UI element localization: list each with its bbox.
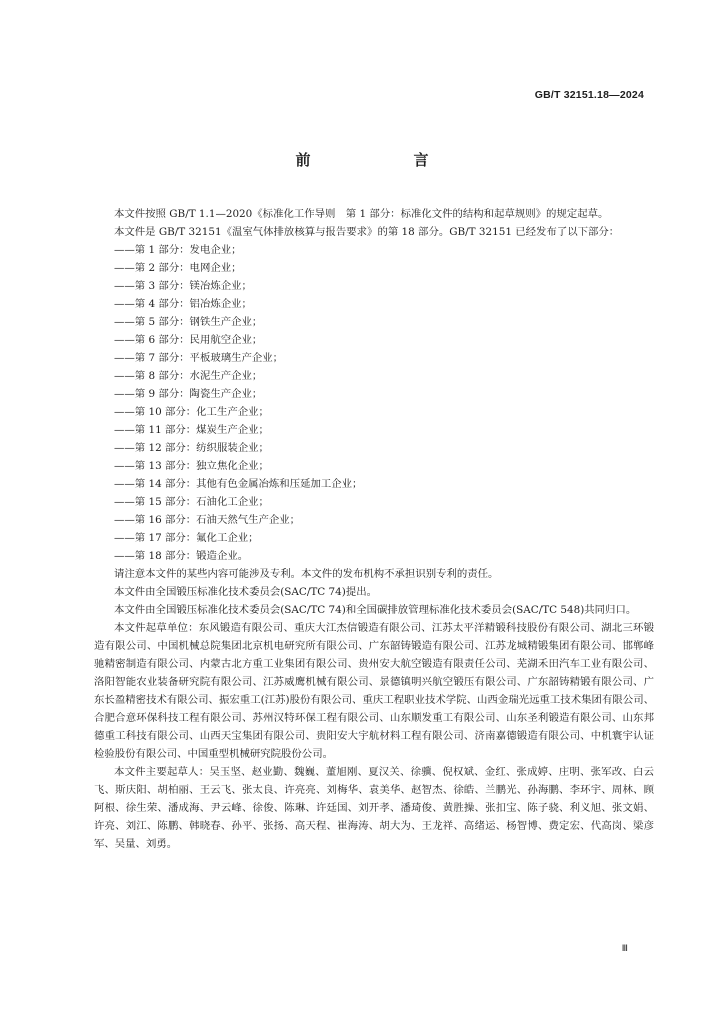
list-item: ——第 6 部分：民用航空企业； bbox=[114, 334, 263, 346]
list-item: ——第 11 部分：煤炭生产企业； bbox=[114, 424, 269, 436]
list-item: ——第 5 部分：钢铁生产企业； bbox=[114, 316, 263, 328]
patent-notice: 请注意本文件的某些内容可能涉及专利。本文件的发布机构不承担识别专利的责任。 bbox=[114, 568, 499, 580]
list-item: ——第 17 部分：氟化工企业； bbox=[114, 532, 259, 544]
list-item: ——第 13 部分：独立焦化企业； bbox=[114, 460, 269, 472]
document-body bbox=[94, 205, 654, 853]
list-item: ——第 1 部分：发电企业； bbox=[114, 244, 242, 256]
list-item: ——第 10 部分：化工生产企业； bbox=[114, 406, 269, 418]
list-item: ——第 12 部分：纺织服装企业； bbox=[114, 442, 269, 454]
page-title: 前 言 bbox=[295, 151, 473, 169]
standard-code: GB/T 32151.18—2024 bbox=[534, 89, 644, 101]
under-jurisdiction-of: 本文件由全国锻压标准化技术委员会(SAC/TC 74)和全国碳排放管理标准化技术委员会(SAC/TC 548)共同归口。 bbox=[114, 604, 637, 616]
drafting-rule-paragraph: 本文件按照 GB/T 1.1—2020《标准化工作导则 第 1 部分：标准化文件的结构和起草规则》的规定起草。 bbox=[114, 208, 609, 220]
main-drafters: 本文件主要起草人：吴玉坚、赵业勤、魏巍、董旭刚、夏汉关、徐骥、倪权斌、金红、张成婷、庄明、张军改、白云飞、斯庆阳、胡柏丽、王云飞、张太良、许亮亮、刘梅华、袁美华、赵智杰、徐皓、兰鹏光、孙海鹏、李环宇、周林、顾阿根、徐生荣、潘成海、尹云峰、徐俊、陈琳、许廷国、刘开孝、潘琦俊、黄胜操、张扣宝、陈子骁、利义旭、张文娟、许亮、刘江、陈鹏、韩晓春、孙平、张扬、高天程、崔海涛、胡大为、王龙祥、高绪运、杨智博、费定宏、代高岗、梁彦军、吴量、刘勇。 bbox=[94, 766, 654, 850]
page-number: Ⅲ bbox=[621, 943, 628, 953]
list-item: ——第 8 部分：水泥生产企业； bbox=[114, 370, 263, 382]
series-paragraph: 本文件是 GB/T 32151《温室气体排放核算与报告要求》的第 18 部分。GB/T 32151 已经发布了以下部分： bbox=[114, 226, 620, 238]
list-item: ——第 3 部分：镁冶炼企业； bbox=[114, 280, 252, 292]
list-item: ——第 9 部分：陶瓷生产企业； bbox=[114, 388, 263, 400]
list-item: ——第 18 部分：锻造企业。 bbox=[114, 550, 249, 562]
proposed-by: 本文件由全国锻压标准化技术委员会(SAC/TC 74)提出。 bbox=[114, 586, 378, 598]
list-item: ——第 7 部分：平板玻璃生产企业； bbox=[114, 352, 284, 364]
drafting-organizations: 本文件起草单位：东风锻造有限公司、重庆大江杰信锻造有限公司、江苏太平洋精锻科技股份有限公司、湖北三环锻造有限公司、中国机械总院集团北京机电研究所有限公司、广东韶铸锻造有限公司、江苏龙城精锻集团有限公司、邯郸峰驰精密制造有限公司、内蒙古北方重工业集团有限公司、贵州安大航空锻造有限责任公司、芜湖禾田汽车工业有限公司、洛阳智能农业装备研究院有限公司、江苏威鹰机械有限公司、景德镇明兴航空锻压有限公司、广东韶铸精锻有限公司、广东长盈精密技术有限公司、振宏重工(江苏)股份有限公司、重庆工程职业技术学院、山西金瑞光远重工技术集团有限公司、合肥合意环保科技工程有限公司、苏州汉特环保工程有限公司、山东顺发重工有限公司、山东圣利锻造有限公司、山东邦德重工科技有限公司、山西天宝集团有限公司、贵阳安大宇航材料工程有限公司、济南嘉德锻造有限公司、中机寰宇认证检验股份有限公司、中国重型机械研究院股份公司。 bbox=[94, 622, 654, 760]
list-item: ——第 14 部分：其他有色金属冶炼和压延加工企业； bbox=[114, 478, 363, 490]
list-item: ——第 4 部分：铝冶炼企业； bbox=[114, 298, 252, 310]
list-item: ——第 15 部分：石油化工企业； bbox=[114, 496, 269, 508]
parts-list bbox=[94, 241, 654, 565]
list-item: ——第 16 部分：石油天然气生产企业； bbox=[114, 514, 301, 526]
list-item: ——第 2 部分：电网企业； bbox=[114, 262, 242, 274]
